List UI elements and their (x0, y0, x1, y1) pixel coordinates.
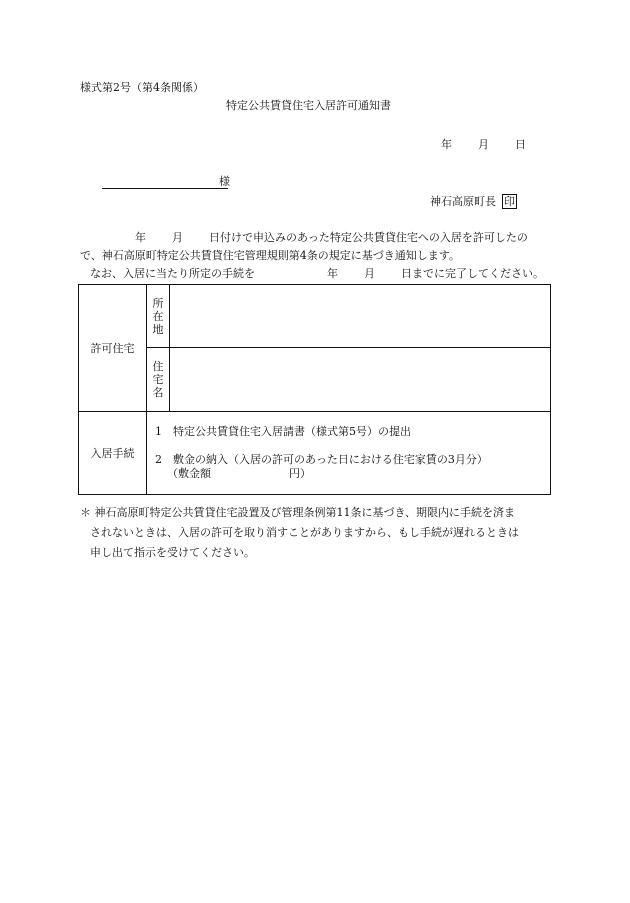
procedure-item-2: 2 敷金の納入（入居の許可のあった日における住宅家賃の3月分） (155, 453, 488, 466)
date-year: 年 (441, 138, 452, 151)
document-title: 特定公共賃貸住宅入居許可通知書 (226, 99, 391, 112)
location-label: 所 在 地 (147, 285, 170, 348)
body-line3-year: 年 (327, 267, 338, 280)
body-year: 年 (135, 231, 146, 244)
body-line3-start: なお、入居に当たり所定の手続を (90, 267, 255, 280)
location-field[interactable] (170, 285, 551, 348)
form-number: 様式第2号（第4条関係） (80, 81, 204, 94)
procedure-content (147, 412, 551, 495)
body-line3-month: 月 (364, 267, 375, 280)
footnote-line-3: 申し出て指示を受けてください。 (90, 546, 255, 559)
body-line-2: で、神石高原町特定公共賃貸住宅管理規則第4条の規定に基づき通知します。 (80, 249, 460, 262)
issuer-line (430, 194, 517, 209)
date-month: 月 (478, 138, 489, 151)
deposit-unit: 円） (289, 467, 311, 480)
recipient-suffix: 様 (219, 175, 230, 188)
recipient-name-line (102, 188, 228, 189)
date-day: 日 (515, 138, 526, 151)
body-line3-end: 日までに完了してください。 (401, 267, 544, 280)
date-line (441, 139, 526, 150)
seal-mark: 印 (504, 195, 515, 208)
deposit-label: （敷金額 (167, 467, 211, 480)
housing-name-field[interactable] (170, 348, 551, 412)
permit-housing-label: 許可住宅 (79, 285, 147, 412)
procedure-label: 入居手続 (79, 412, 147, 495)
body-line-1 (80, 232, 550, 243)
body-month: 月 (172, 231, 183, 244)
footnote-mark: ＊ (80, 506, 91, 519)
body-line-3 (80, 268, 550, 279)
footnote (80, 503, 560, 563)
housing-name-label: 住 宅 名 (147, 348, 170, 412)
footnote-line-2: されないときは、入居の許可を取り消すことがありますから、もし手続が遅れるときは (90, 526, 519, 539)
procedure-item-1: 1 特定公共賃貸住宅入居請書（様式第5号）の提出 (155, 425, 411, 438)
body-line1-rest: 日付けで申込みのあった特定公共賃貸住宅への入居を許可したの (209, 231, 528, 244)
deposit-amount-line (155, 467, 550, 481)
permit-table (78, 284, 551, 495)
footnote-line-1: 神石高原町特定公共賃貸住宅設置及び管理条例第11条に基づき、期限内に手続を済ま (94, 506, 516, 519)
issuer-name: 神石高原町長 (430, 195, 496, 208)
